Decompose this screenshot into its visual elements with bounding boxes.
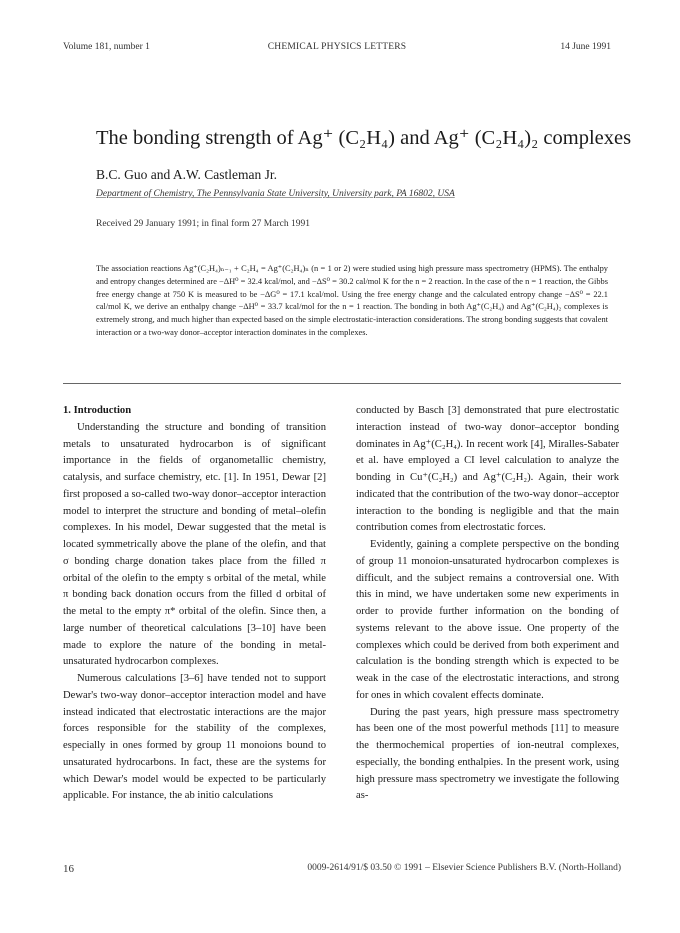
running-header [63, 42, 611, 56]
abstract-text: The association reactions Ag⁺(C₂H₄)ₙ₋₁ + C₂H₄ = Ag⁺(C₂H₄)ₙ (n = 1 or 2) were studied using high pressure mass spectrometry (HPMS). The enthalpy and entropy changes determined are −ΔH⁰ = 32.4 kcal/mol, and −ΔS⁰ = 30.2 cal/mol K for the n = 2 reaction. In the case of the n = 1 reaction, the Gibbs free energy change at 750 K is measured to be −ΔG⁰ = 17.1 kcal/mol. Using the free energy change and the calculated entropy change −ΔS⁰ = 22.1 cal/mol K, we derive an enthalpy change −ΔH⁰ = 33.7 kcal/mol for the n = 1 reaction. The bonding in both Ag⁺(C₂H₄) and Ag⁺(C₂H₄)₂ complexes is extremely strong, and much higher than expected based on the simple electrostatic-interaction considerations. The strong bonding suggests that covalent interaction or a two-way donor–acceptor interaction dominates in the complexes. [96, 264, 608, 337]
abstract [96, 263, 608, 340]
received-dates: Received 29 January 1991; in final form 27 March 1991 [96, 219, 310, 229]
page-number: 16 [63, 863, 74, 875]
body-paragraph: conducted by Basch [3] demonstrated that pure electrostatic interaction instead of two-way donor–acceptor bonding dominates in Ag⁺(C₂H₄). In recent work [4], Miralles-Sabater et al. have employed a CI level calculation to analyze the bonding in Cu⁺(C₂H₂) and Ag⁺(C₂H₂). Again, their work indicated that the contribution of the two-way donor–acceptor interaction to the bonding is negligible and that the main contribution comes from electrostatic forces. [356, 405, 619, 534]
left-column [63, 403, 326, 805]
body-paragraph: Understanding the structure and bonding of transition metals to unsaturated hydrocarbon is of significant importance in the fields of organometallic chemistry, catalysis, and surface chemistry, etc. [1]. In 1951, Dewar [2] first proposed a so-called two-way donor–acceptor interaction model to interpret the structure and bonding of metal–olefin complexes. In his model, Dewar suggested that the metal is located symmetrically above the plane of the olefin, and that σ bonding charge donation takes place from the filled π orbital of the olefin to the empty s orbital of the metal, while π bonding back donation occurs from the filled d orbital of the metal to the empty π* orbital of the olefin. Since then, a large number of theoretical calculations [3–10] have been made to explore the nature of the bonding in metal-unsaturated hydrocarbon complexes. [63, 421, 326, 668]
body-paragraph: Evidently, gaining a complete perspective on the bonding of group 11 monoion-unsaturated hydrocarbon complexes is difficult, and the subject remains a controversial one. With this in mind, we have undertaken some new experiments in order to provide further information on the bonding of systems relevant to the above issue. One property of the complexes which could be derived from both experiment and calculation is the bonding strength which is expected to be weak in the case of the electrostatic interactions, and strong for ones in which covalent effects dominate. [356, 539, 619, 701]
volume-number: Volume 181, number 1 [63, 42, 150, 52]
author-affiliation: Department of Chemistry, The Pennsylvania State University, University park, PA 16802, USA [96, 189, 455, 199]
page-footer [63, 863, 621, 877]
copyright-line: 0009-2614/91/$ 03.50 © 1991 – Elsevier Science Publishers B.V. (North-Holland) [307, 863, 621, 873]
body-paragraph: During the past years, high pressure mass spectrometry has been one of the most powerful methods [11] to measure the thermochemical properties of ion-neutral complexes, especially, the bonding enthalpies. In the present work, using high pressure mass spectrometry we investigate the following as- [356, 706, 619, 802]
section-divider [63, 383, 621, 384]
article-title: The bonding strength of Ag⁺ (C₂H₄) and Ag⁺ (C₂H₄)₂ complexes [96, 127, 632, 149]
journal-name: CHEMICAL PHYSICS LETTERS [267, 42, 407, 52]
issue-date: 14 June 1991 [560, 42, 611, 52]
article-authors: B.C. Guo and A.W. Castleman Jr. [96, 167, 277, 182]
right-column [356, 403, 619, 805]
section-heading: 1. Introduction [63, 405, 132, 416]
body-paragraph: Numerous calculations [3–6] have tended not to support Dewar's two-way donor–acceptor interaction model and have instead indicated that electrostatic interactions are the major forces responsible for the stability of the complexes, especially in ones formed by group 11 monoions bound to unsaturated hydrocarbons. In fact, these are the systems for which Dewar's model would be expected to be particularly applicable. For instance, the ab initio calculations [63, 673, 326, 802]
